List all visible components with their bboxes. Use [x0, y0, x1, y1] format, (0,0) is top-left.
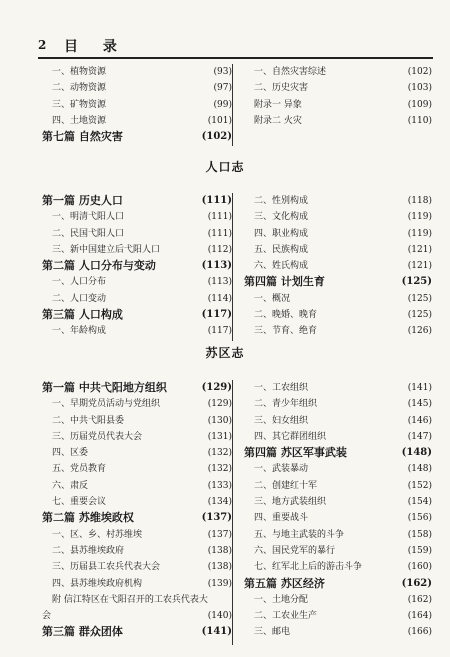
toc-entry-title: 四、县苏维埃政府机构 [52, 578, 143, 589]
toc-entry-title: 五、民族构成 [254, 244, 309, 255]
toc-entry [42, 64, 232, 80]
toc-entry-title: 第七篇 自然灾害 [42, 130, 123, 144]
toc-column-renkou-left [42, 193, 232, 340]
toc-entry [244, 608, 432, 624]
toc-entry-title: 四、土地资源 [52, 115, 107, 126]
toc-entry-page: (158) [407, 529, 432, 540]
toc-entry-title: 一、明清弋阳人口 [52, 212, 125, 223]
toc-entry-title: 二、人口变动 [52, 293, 107, 304]
toc-entry-page: (166) [407, 627, 432, 638]
toc-entry-title: 二、民国弋阳人口 [52, 228, 125, 239]
toc-entry [42, 478, 232, 494]
toc-entry-page: (137) [207, 529, 232, 540]
toc-entry-page: (111) [207, 212, 232, 223]
toc-entry-title: 三、妇女组织 [254, 415, 309, 426]
toc-entry-title: 一、工农组织 [254, 383, 309, 393]
toc-entry [42, 97, 232, 113]
toc-entry-page: (147) [407, 431, 432, 442]
toc-entry-title: 第五篇 苏区经济 [244, 576, 325, 590]
toc-entry-title: 附 信江特区在弋阳召开的工农兵代表大 [52, 594, 208, 605]
toc-entry-page: (133) [207, 480, 232, 491]
toc-entry-page: (93) [213, 67, 232, 77]
toc-entry-title: 二、工农业生产 [254, 611, 318, 622]
toc-entry [42, 494, 232, 510]
toc-entry [244, 64, 432, 80]
toc-entry [244, 323, 432, 339]
toc-entry-page: (162) [407, 594, 432, 605]
toc-entry-title: 二、历史灾害 [254, 83, 309, 94]
toc-entry-page: (101) [207, 115, 232, 126]
toc-entry-title: 二、晚婚、晚育 [254, 310, 318, 321]
toc-entry [244, 113, 432, 129]
toc-entry-page: (113) [201, 260, 232, 272]
toc-entry-title: 一、植物资源 [52, 67, 107, 77]
toc-entry-title: 附录二 火灾 [254, 115, 302, 126]
toc-column-suqu-right [244, 380, 432, 641]
toc-entry-title: 二、动物资源 [52, 83, 107, 94]
toc-entry-page: (131) [207, 431, 232, 442]
toc-entry [244, 494, 432, 510]
toc-entry-page: (162) [401, 577, 432, 589]
toc-entry [42, 559, 232, 575]
toc-entry-page: (156) [407, 513, 432, 524]
toc-entry-title: 二、县苏维埃政府 [52, 545, 125, 556]
toc-entry-title: 四、职业构成 [254, 228, 309, 239]
toc-entry-title: 六、国民党军的暴行 [254, 545, 336, 556]
toc-entry [244, 380, 432, 396]
toc-entry-page: (154) [407, 497, 432, 508]
toc-entry [42, 209, 232, 225]
toc-entry-title: 六、肃反 [52, 480, 89, 491]
toc-entry-title: 附录一 异象 [254, 99, 302, 110]
toc-entry-page: (141) [201, 626, 232, 638]
toc-entry-page: (117) [201, 309, 232, 321]
toc-entry [42, 291, 232, 307]
toc-entry-page: (102) [201, 131, 232, 143]
toc-entry-title: 七、红军北上后的游击斗争 [254, 562, 363, 573]
toc-entry-page: (139) [207, 578, 232, 589]
toc-entry-title: 一、早期党员活动与党组织 [52, 399, 161, 410]
toc-entry [244, 193, 432, 209]
toc-entry [244, 429, 432, 445]
toc-entry [42, 226, 232, 242]
toc-entry-title: 四、其它群团组织 [254, 431, 327, 442]
toc-entry-title: 一、人口分布 [52, 277, 107, 288]
toc-entry-page: (134) [207, 497, 232, 508]
toc-entry-title: 一、土地分配 [254, 594, 309, 605]
toc-entry [244, 307, 432, 323]
toc-entry-page: (102) [407, 67, 432, 77]
toc-entry-title: 第一篇 中共弋阳地方组织 [42, 381, 167, 394]
toc-entry [42, 113, 232, 129]
toc-entry-title: 三、新中国建立后弋阳人口 [52, 244, 161, 255]
toc-entry-page: (119) [407, 228, 432, 239]
toc-entry-title: 三、历届党员代表大会 [52, 431, 143, 442]
toc-entry-title: 二、中共弋阳县委 [52, 415, 125, 426]
toc-entry-page: (138) [207, 545, 232, 556]
toc-entry-title: 第三篇 群众团体 [42, 625, 123, 639]
page-number: 2 [38, 38, 47, 52]
toc-entry-title: 二、性别构成 [254, 196, 309, 206]
toc-column-suqu-left [42, 380, 232, 641]
toc-entry [244, 559, 432, 575]
toc-entry-title: 三、节育、绝育 [254, 326, 318, 337]
page-header [38, 38, 433, 56]
toc-entry [244, 258, 432, 274]
section-title-renkou: 人口志 [205, 160, 245, 174]
toc-entry-page: (148) [401, 447, 432, 459]
toc-entry [42, 80, 232, 96]
toc-entry [244, 97, 432, 113]
toc-entry [244, 291, 432, 307]
toc-entry-title: 第一篇 历史人口 [42, 194, 123, 207]
toc-entry-title: 第四篇 苏区军事武装 [244, 446, 347, 460]
toc-entry-title: 第二篇 苏维埃政权 [42, 511, 134, 525]
toc-entry-page: (126) [407, 326, 432, 337]
toc-column-top-right [244, 64, 432, 129]
toc-entry-page: (132) [207, 464, 232, 475]
toc-entry-title: 五、党员教育 [52, 464, 107, 475]
toc-entry-page: (138) [207, 562, 232, 573]
toc-entry-title: 二、青少年组织 [254, 399, 318, 410]
toc-entry [42, 242, 232, 258]
toc-entry [42, 576, 232, 592]
toc-entry-page: (114) [207, 293, 232, 304]
toc-chapter-entry [244, 576, 432, 592]
toc-entry [244, 543, 432, 559]
toc-entry [244, 461, 432, 477]
toc-entry-title: 第二篇 人口分布与变动 [42, 259, 156, 273]
toc-entry-page: (141) [407, 383, 432, 393]
toc-entry-title: 四、重要战斗 [254, 513, 309, 524]
toc-entry [42, 527, 232, 543]
toc-entry-page: (103) [407, 83, 432, 94]
toc-entry-page: (125) [401, 276, 432, 288]
toc-entry-page: (110) [407, 115, 432, 126]
toc-chapter-entry [42, 624, 232, 640]
toc-entry-title: 五、与地主武装的斗争 [254, 529, 345, 540]
toc-entry-page: (159) [407, 545, 432, 556]
toc-entry-page: (129) [201, 382, 232, 393]
toc-entry-page: (113) [207, 277, 232, 288]
toc-entry-title: 七、重要会议 [52, 497, 107, 508]
toc-entry-title: 会 [42, 611, 52, 622]
toc-entry [244, 413, 432, 429]
toc-entry-title: 三、历届县工农兵代表大会 [52, 562, 161, 573]
toc-entry-page: (117) [207, 326, 232, 337]
toc-entry [42, 413, 232, 429]
toc-entry-title: 六、姓氏构成 [254, 261, 309, 272]
toc-entry-title: 二、创建红十军 [254, 480, 318, 491]
toc-entry [42, 608, 232, 624]
toc-entry-page: (121) [407, 244, 432, 255]
toc-entry-page: (148) [407, 464, 432, 475]
toc-entry-page: (145) [407, 399, 432, 410]
toc-entry [244, 209, 432, 225]
toc-chapter-entry [42, 307, 232, 323]
toc-entry [42, 323, 232, 339]
page-title: 目 录 [64, 39, 127, 55]
toc-entry-title: 第四篇 计划生育 [244, 275, 325, 289]
toc-chapter-entry [244, 274, 432, 290]
toc-entry [42, 461, 232, 477]
toc-chapter-entry [42, 258, 232, 274]
toc-entry-page: (125) [407, 293, 432, 304]
toc-entry [42, 543, 232, 559]
toc-entry-page: (109) [407, 99, 432, 110]
toc-entry-page: (152) [407, 480, 432, 491]
toc-entry [244, 527, 432, 543]
toc-column-renkou-right [244, 193, 432, 340]
toc-entry-page: (99) [213, 99, 232, 110]
toc-entry-title: 三、地方武装组织 [254, 497, 327, 508]
column-divider-suqu [232, 380, 233, 645]
toc-entry-page: (137) [201, 512, 232, 524]
toc-entry [42, 396, 232, 412]
toc-entry [244, 624, 432, 640]
toc-entry [244, 396, 432, 412]
toc-entry [244, 478, 432, 494]
toc-entry [244, 592, 432, 608]
toc-chapter-entry [42, 129, 232, 145]
toc-entry-page: (112) [207, 244, 232, 255]
toc-entry-title: 四、区委 [52, 448, 89, 459]
toc-entry [42, 445, 232, 461]
toc-entry-page: (111) [201, 195, 232, 206]
toc-entry-title: 三、邮电 [254, 627, 291, 638]
toc-entry-title: 一、武装暴动 [254, 464, 309, 475]
toc-entry-page: (130) [207, 415, 232, 426]
column-divider-top [232, 64, 233, 146]
header-rule [38, 57, 433, 59]
toc-entry [42, 592, 232, 608]
toc-entry-title: 一、年龄构成 [52, 326, 107, 337]
toc-entry [244, 226, 432, 242]
toc-entry-title: 一、区、乡、村苏维埃 [52, 529, 143, 540]
toc-chapter-entry [42, 510, 232, 526]
toc-entry-title: 一、自然灾害综述 [254, 67, 327, 77]
toc-entry-page: (111) [207, 228, 232, 239]
toc-entry-page: (164) [407, 611, 432, 622]
toc-entry-page: (146) [407, 415, 432, 426]
toc-entry [244, 510, 432, 526]
toc-entry [42, 274, 232, 290]
toc-entry-page: (121) [407, 261, 432, 272]
toc-entry-page: (125) [407, 310, 432, 321]
toc-entry [244, 80, 432, 96]
toc-entry-page: (140) [207, 611, 232, 622]
toc-entry-page: (118) [407, 196, 432, 206]
toc-entry-title: 一、概况 [254, 293, 291, 304]
toc-chapter-entry [244, 445, 432, 461]
toc-entry-title: 三、矿物资源 [52, 99, 107, 110]
toc-entry-page: (129) [207, 399, 232, 410]
toc-entry [244, 242, 432, 258]
column-divider-renkou [232, 193, 233, 341]
section-title-suqu: 苏区志 [205, 346, 245, 360]
toc-entry-title: 第三篇 人口构成 [42, 308, 123, 322]
toc-column-top-left [42, 64, 232, 145]
toc-entry-page: (160) [407, 562, 432, 573]
toc-entry-page: (97) [213, 83, 232, 94]
toc-entry [42, 429, 232, 445]
toc-chapter-entry [42, 193, 232, 209]
toc-chapter-entry [42, 380, 232, 396]
toc-entry-page: (119) [407, 212, 432, 223]
toc-entry-title: 三、文化构成 [254, 212, 309, 223]
toc-entry-page: (132) [207, 448, 232, 459]
